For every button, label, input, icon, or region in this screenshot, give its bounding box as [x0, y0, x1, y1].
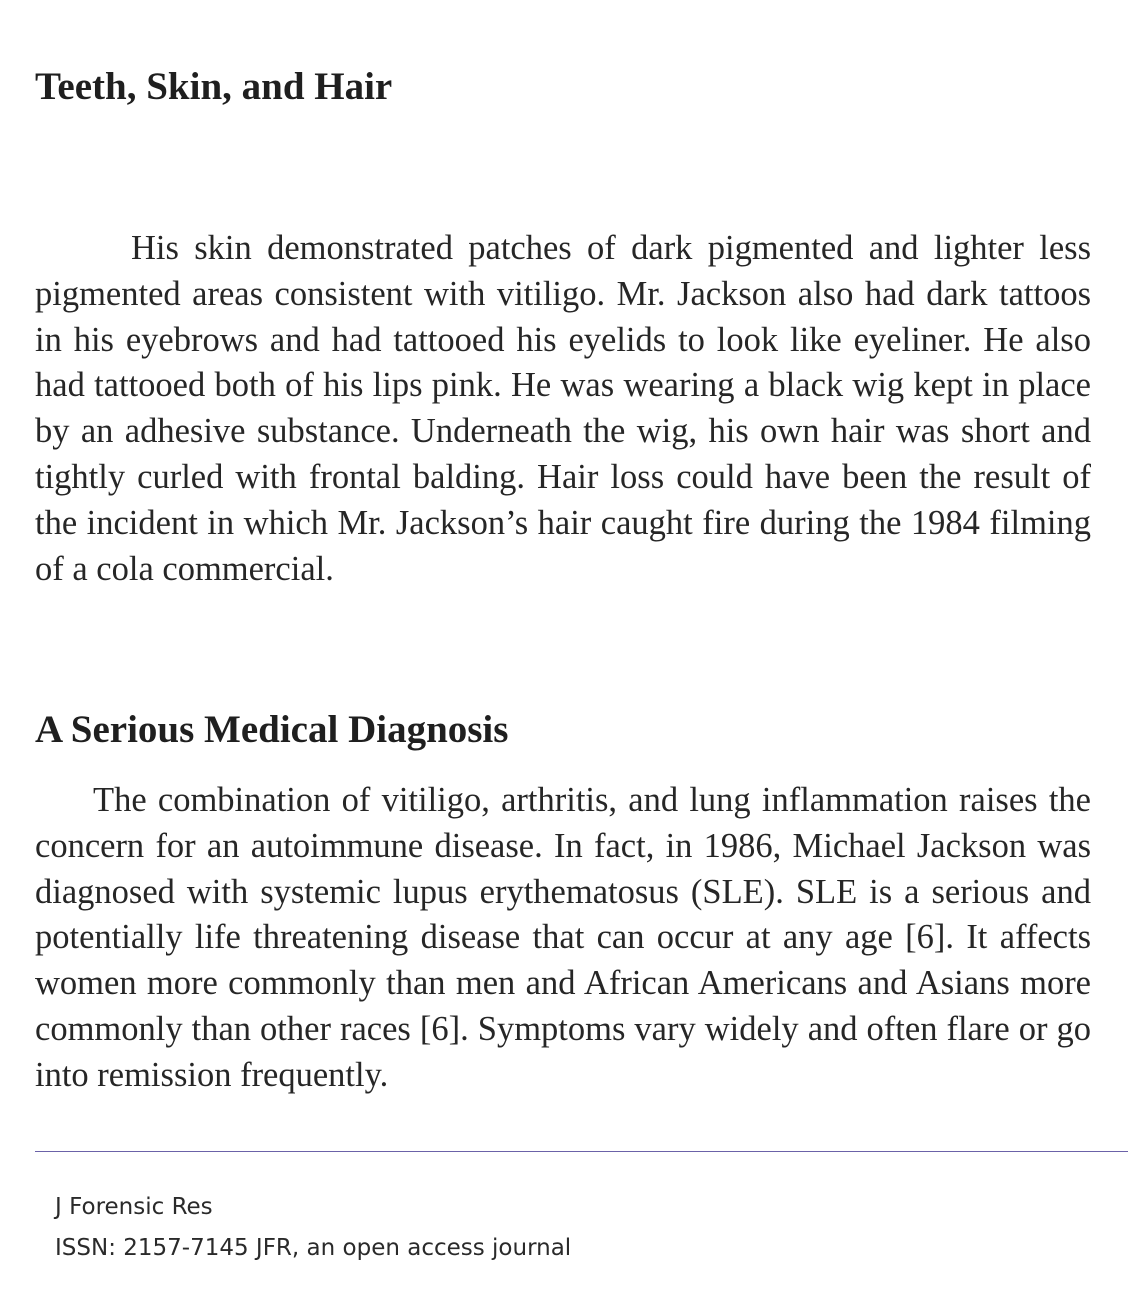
section-paragraph-medical-diagnosis: The combination of vitiligo, arthritis, and lung inflammation raises the concern for an autoimmune disease. In fact, in 1986, Michael Jackson was diagnosed with systemic lupus erythematosus (SLE). SLE is a serious and potentially life threatening disease that can occur at any age [6]. It affects women more commonly than men and African Americans and Asians more commonly than other races [6]. Symptoms vary widely and often flare or go into remission frequently. [35, 781, 1091, 1094]
footer-issn: ISSN: 2157-7145 JFR, an open access journal [55, 1235, 572, 1261]
footer-journal-name: J Forensic Res [55, 1194, 213, 1220]
section-heading-medical-diagnosis: A Serious Medical Diagnosis [35, 708, 509, 751]
footer-divider [35, 1151, 1128, 1152]
section-paragraph-teeth-skin-hair: His skin demonstrated patches of dark pigmented and lighter less pigmented areas consistent with vitiligo. Mr. Jackson also had dark tattoos in his eyebrows and had tattooed his eyelids to look like eyeliner. He also had tattooed both of his lips pink. He was wearing a black wig kept in place by an adhesive substance. Underneath the wig, his own hair was short and tightly curled with frontal balding. Hair loss could have been the result of the incident in which Mr. Jackson’s hair caught fire during the 1984 filming of a cola commercial. [35, 229, 1091, 588]
section-heading-teeth-skin-hair: Teeth, Skin, and Hair [35, 65, 393, 108]
